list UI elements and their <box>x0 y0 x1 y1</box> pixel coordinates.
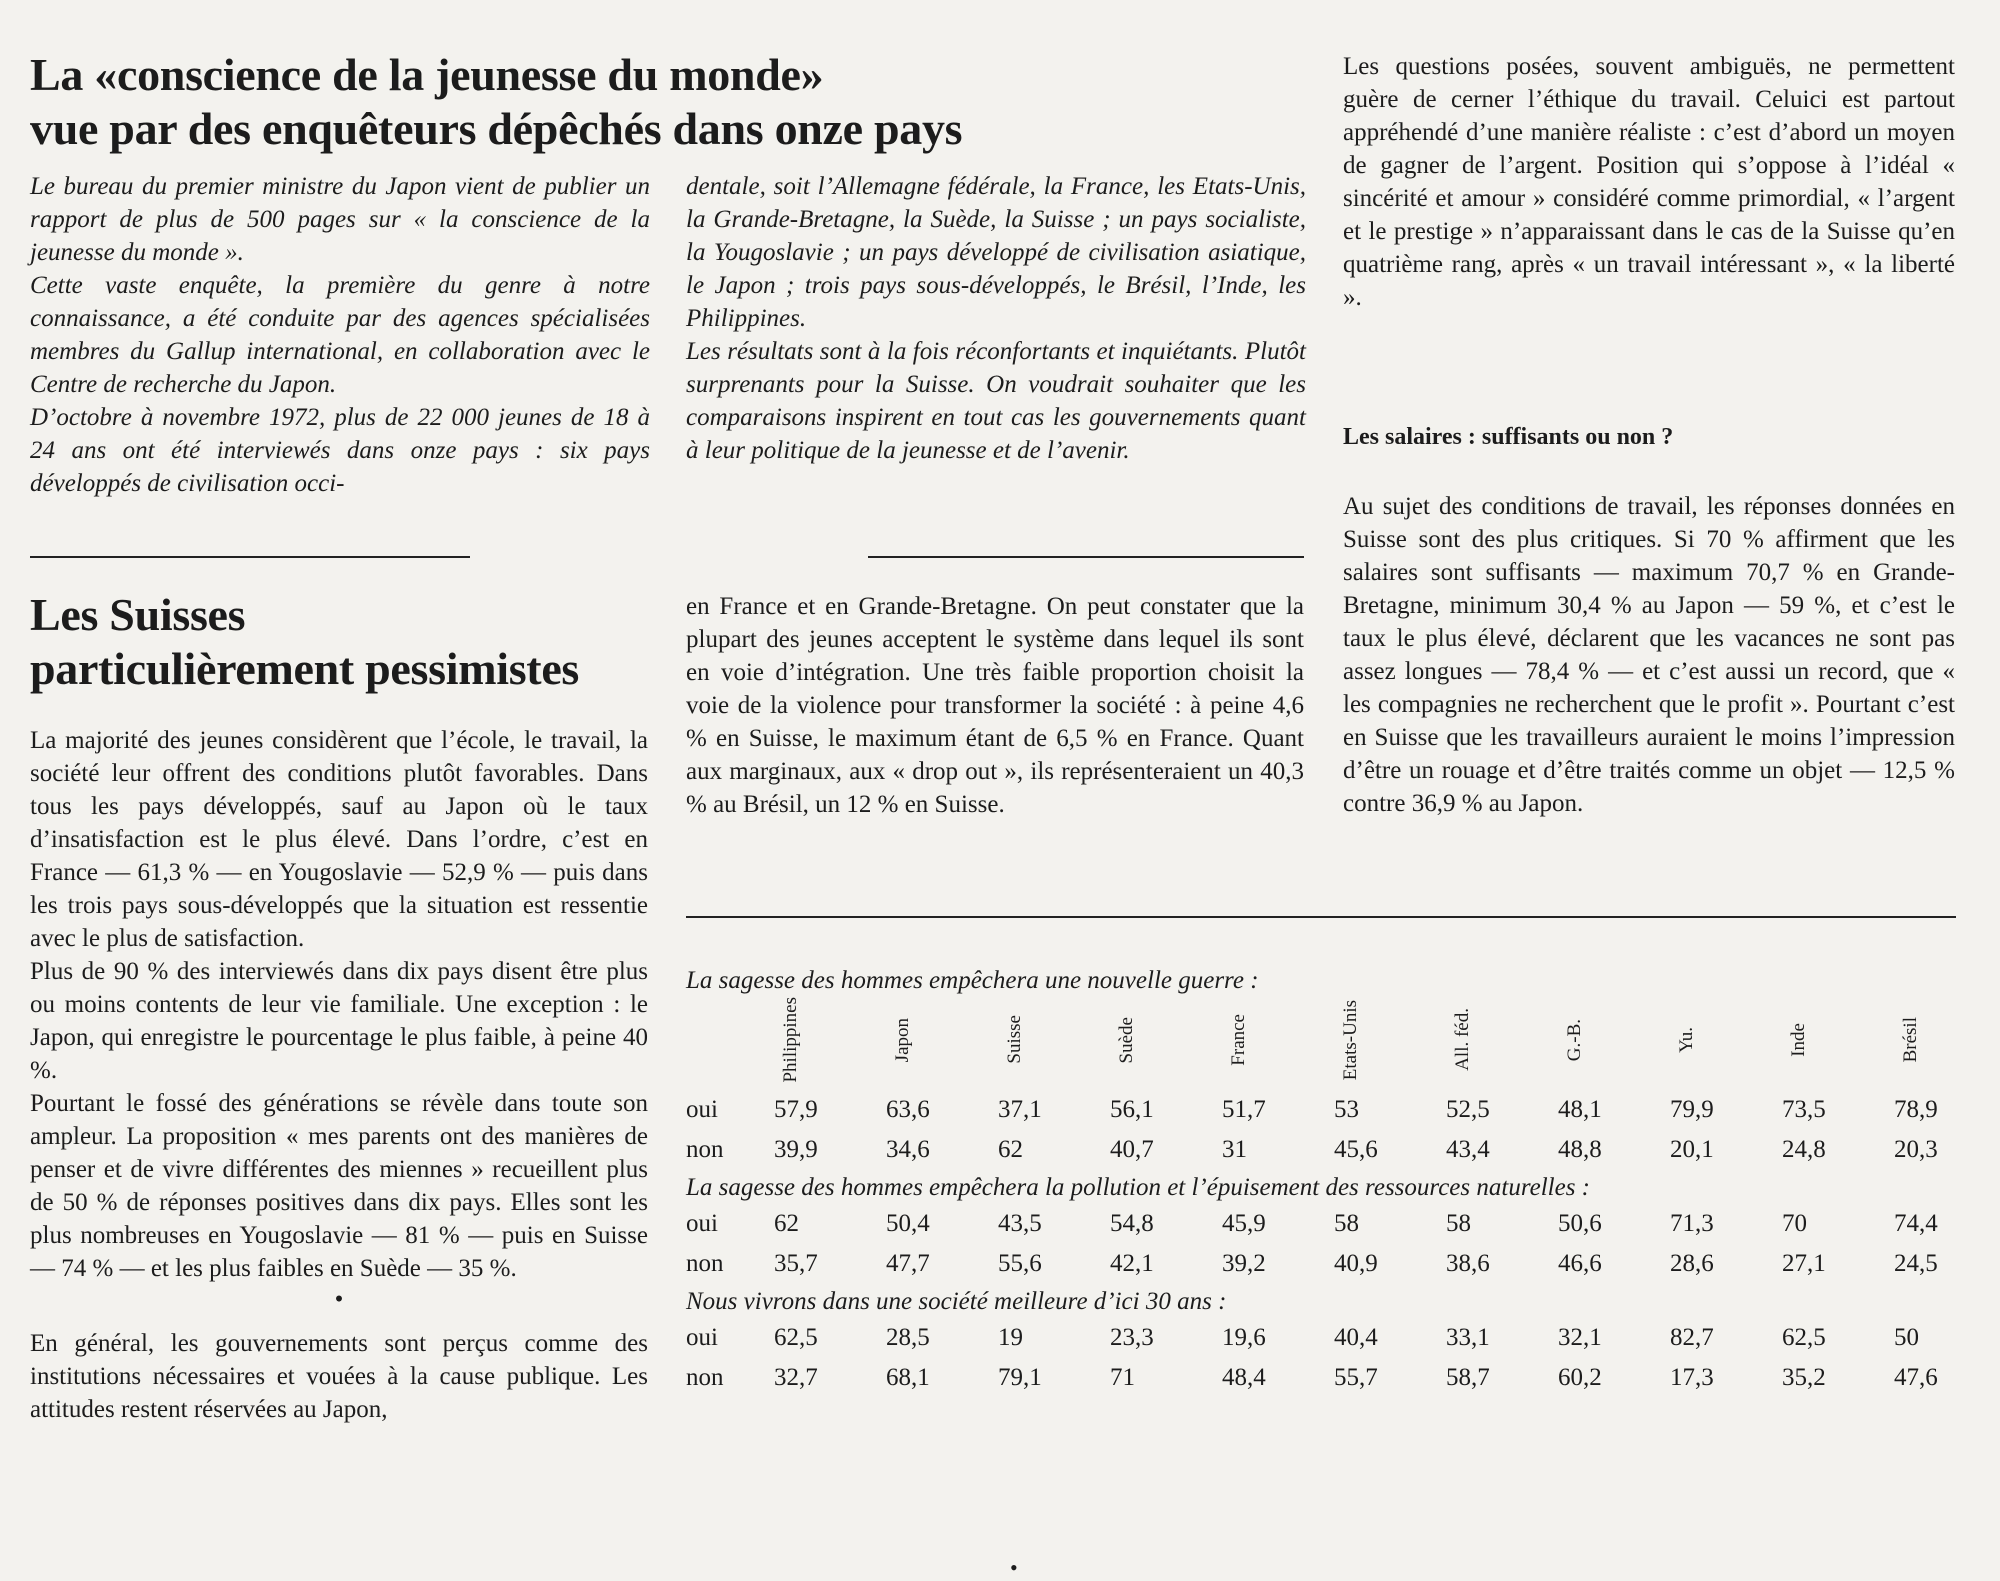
table-cell: 33,1 <box>1446 1323 1490 1351</box>
survey-table <box>686 965 1958 1398</box>
table-cell: 74,4 <box>1894 1209 1938 1237</box>
intro-paragraph: Les résultats sont à la fois réconfortants et inquiétants. Plutôt surprenants pour la Suisse. On voudrait souhaiter que les comparaisons inspirent en tout cas les gouvernements quant à leur politique de la jeunesse et de l’avenir. <box>686 338 1306 464</box>
table-cell: 48,4 <box>1222 1363 1266 1391</box>
table-cell: 47,6 <box>1894 1363 1938 1391</box>
column-2-body <box>686 590 1304 821</box>
intro-column-1 <box>30 170 650 500</box>
row-label: non <box>686 1135 724 1163</box>
country-label: All. féd. <box>1452 1008 1473 1072</box>
table-cell: 27,1 <box>1782 1249 1826 1277</box>
table-cell: 55,7 <box>1334 1363 1378 1391</box>
table-cell: 48,1 <box>1558 1095 1602 1123</box>
country-label: Inde <box>1788 1022 1809 1057</box>
headline <box>30 48 1320 156</box>
headline-line-2: vue par des enquêteurs dépêchés dans onze pays <box>30 103 963 154</box>
table-cell: 58 <box>1446 1209 1471 1237</box>
body-paragraph: en France et en Grande-Bretagne. On peut constater que la plupart des jeunes acceptent le système dans lequel ils sont en voie d’intégration. Une très faible proportion choisit la voie de la violence pour transformer la société : à peine 4,6 % en Suisse, le maximum étant de 6,5 % en France. Quant aux marginaux, aux « drop out », ils représenteraient un 40,3 % au Brésil, un 12 % en Suisse. <box>686 593 1304 818</box>
table-cell: 23,3 <box>1110 1323 1154 1351</box>
table-cell: 71,3 <box>1670 1209 1714 1237</box>
table-cell: 45,9 <box>1222 1209 1266 1237</box>
intro-column-2 <box>686 170 1306 467</box>
table-cell: 32,7 <box>774 1363 818 1391</box>
row-label: non <box>686 1363 724 1391</box>
bullet-separator: • <box>1010 1555 1018 1580</box>
bullet-separator: • <box>334 1286 344 1313</box>
question-title: Nous vivrons dans une société meilleure d’ici 30 ans : <box>686 1287 1227 1315</box>
section-title <box>30 588 670 696</box>
table-cell: 48,8 <box>1558 1135 1602 1163</box>
table-row <box>686 1204 2000 1244</box>
body-paragraph: La majorité des jeunes considèrent que l’école, le travail, la société leur offrent des conditions plutôt favorables. Dans tous les pays développés, sauf au Japon où le taux d’insatisfaction est le plus élevé. Dans l’ordre, c’est en France — 61,3 % — en Yougoslavie — 52,9 % — puis dans les trois pays sous-développés que la situation est ressentie avec le plus de satisfaction. <box>30 727 648 952</box>
question-1-rows <box>686 1090 2000 1170</box>
table-row <box>686 1090 2000 1130</box>
row-label: non <box>686 1249 724 1277</box>
subheading: Les salaires : suffisants ou non ? <box>1343 424 1674 450</box>
question-title: La sagesse des hommes empêchera une nouvelle guerre : <box>686 967 1259 994</box>
table-cell: 62 <box>998 1135 1023 1163</box>
table-cell: 34,6 <box>886 1135 930 1163</box>
results-table <box>686 1204 2000 1284</box>
table-cell: 47,7 <box>886 1249 930 1277</box>
country-label: Yu. <box>1676 1026 1697 1053</box>
column-3-top-text <box>1343 50 1955 314</box>
section-divider-middle <box>868 556 1304 558</box>
table-cell: 56,1 <box>1110 1095 1154 1123</box>
table-cell: 63,6 <box>886 1095 930 1123</box>
country-label: Brésil <box>1900 1017 1921 1063</box>
body-paragraph: Les questions posées, souvent ambiguës, ne permettent guère de cerner l’éthique du travail. Celuici est partout appréhendé d’une manière réaliste : c’est d’abord un moyen de gagner de l’argent. Position qui s’oppose à l’idéal « sincérité et amour » considéré comme primordial, « l’argent et le prestige » n’apparaissant dans le cas de la Suisse qu’en quatrième rang, après « un travail intéressant », « la liberté ». <box>1343 53 1955 311</box>
table-cell: 42,1 <box>1110 1249 1154 1277</box>
table-cell: 24,5 <box>1894 1249 1938 1277</box>
table-divider <box>686 916 1956 918</box>
table-cell: 82,7 <box>1670 1323 1714 1351</box>
table-cell: 54,8 <box>1110 1209 1154 1237</box>
body-paragraph: Pourtant le fossé des générations se révèle dans toute son ampleur. La proposition « mes parents ont des manières de penser et de vivre différentes des miennes » recueillent plus de 50 % de réponses positives dans dix pays. Elles sont les plus nombreuses en Yougoslavie — 81 % — puis en Suisse — 74 % — et les plus faibles en Suède — 35 %. <box>30 1090 648 1282</box>
table-cell: 43,5 <box>998 1209 1042 1237</box>
table-cell: 37,1 <box>998 1095 1042 1123</box>
country-label: Suède <box>1116 1016 1137 1063</box>
row-label: oui <box>686 1323 718 1351</box>
table-row <box>686 1244 2000 1284</box>
table-cell: 46,6 <box>1558 1249 1602 1277</box>
table-cell: 70 <box>1782 1209 1807 1237</box>
table-cell: 39,9 <box>774 1135 818 1163</box>
table-cell: 35,7 <box>774 1249 818 1277</box>
table-cell: 45,6 <box>1334 1135 1378 1163</box>
country-label: Philippines <box>780 997 801 1083</box>
intro-paragraph: dentale, soit l’Allemagne fédérale, la France, les Etats-Unis, la Grande-Bretagne, la Suède, la Suisse ; un pays socialiste, la Yougoslavie ; un pays développé de civilisation asiatique, le Japon ; trois pays sous-développés, le Brésil, l’Inde, les Philippines. <box>686 173 1306 332</box>
intro-paragraph: Cette vaste enquête, la première du genre à notre connaissance, a été conduite par des agences spécialisées membres du Gallup international, en collaboration avec le Centre de recherche du Japon. <box>30 272 650 398</box>
table-cell: 38,6 <box>1446 1249 1490 1277</box>
section-title-line-1: Les Suisses <box>30 589 246 640</box>
table-cell: 71 <box>1110 1363 1135 1391</box>
country-label: Suisse <box>1004 1015 1025 1065</box>
table-cell: 32,1 <box>1558 1323 1602 1351</box>
table-row <box>686 1358 2000 1398</box>
table-cell: 55,6 <box>998 1249 1042 1277</box>
body-paragraph: Au sujet des conditions de travail, les réponses données en Suisse sont des plus critiques. Si 70 % affirment que les salaires sont suffisants — maximum 70,7 % en Grande-Bretagne, minimum 30,4 % au Japon — 59 %, et c’est le taux le plus élevé, déclarent que les vacances ne sont pas assez longues — 78,4 % — et c’est aussi un record, que « les compagnies ne recherchent que le profit ». Pourtant c’est en Suisse que les travailleurs auraient le moins l’impression d’être un rouage et d’être traités comme un objet — 12,5 % contre 36,9 % au Japon. <box>1343 493 1955 817</box>
country-label: France <box>1228 1013 1249 1066</box>
table-cell: 50 <box>1894 1323 1919 1351</box>
column-1-body <box>30 724 648 1426</box>
table-cell: 39,2 <box>1222 1249 1266 1277</box>
question-2-rows <box>686 1204 2000 1284</box>
table-cell: 52,5 <box>1446 1095 1490 1123</box>
table-cell: 53 <box>1334 1095 1359 1123</box>
country-header-row <box>686 997 2000 1090</box>
table-cell: 40,7 <box>1110 1135 1154 1163</box>
table-cell: 20,3 <box>1894 1135 1938 1163</box>
table-cell: 19,6 <box>1222 1323 1266 1351</box>
column-3-body <box>1343 490 1955 820</box>
table-cell: 40,9 <box>1334 1249 1378 1277</box>
intro-paragraph: D’octobre à novembre 1972, plus de 22 000 jeunes de 18 à 24 ans ont été interviewés dans onze pays : six pays développés de civilisation occi- <box>30 404 650 497</box>
table-cell: 62,5 <box>774 1323 818 1351</box>
table-cell: 62 <box>774 1209 799 1237</box>
table-cell: 51,7 <box>1222 1095 1266 1123</box>
body-paragraph: Plus de 90 % des interviewés dans dix pays disent être plus ou moins contents de leur vie familiale. Une exception : le Japon, qui enregistre le pourcentage le plus faible, à peine 40 %. <box>30 958 648 1084</box>
table-cell: 40,4 <box>1334 1323 1378 1351</box>
country-label: Etats-Unis <box>1340 999 1361 1080</box>
table-cell: 19 <box>998 1323 1023 1351</box>
table-cell: 57,9 <box>774 1095 818 1123</box>
question-title: La sagesse des hommes empêchera la pollution et l’épuisement des ressources naturelles : <box>686 1173 1591 1201</box>
table-cell: 35,2 <box>1782 1363 1826 1391</box>
table-cell: 58 <box>1334 1209 1359 1237</box>
table-cell: 17,3 <box>1670 1363 1714 1391</box>
section-title-line-2: particulièrement pessimistes <box>30 643 580 694</box>
row-label: oui <box>686 1209 718 1237</box>
table-cell: 31 <box>1222 1135 1247 1163</box>
table-cell: 79,9 <box>1670 1095 1714 1123</box>
table-cell: 28,5 <box>886 1323 930 1351</box>
table-cell: 79,1 <box>998 1363 1042 1391</box>
table-cell: 50,6 <box>1558 1209 1602 1237</box>
country-label: G.-B. <box>1564 1018 1585 1061</box>
table-row <box>686 1130 2000 1170</box>
table-cell: 62,5 <box>1782 1323 1826 1351</box>
table-cell: 28,6 <box>1670 1249 1714 1277</box>
table-cell: 43,4 <box>1446 1135 1490 1163</box>
question-3-rows <box>686 1318 2000 1398</box>
results-table <box>686 1318 2000 1398</box>
table-cell: 73,5 <box>1782 1095 1826 1123</box>
table-cell: 58,7 <box>1446 1363 1490 1391</box>
results-table <box>686 997 2000 1170</box>
table-cell: 20,1 <box>1670 1135 1714 1163</box>
row-label: oui <box>686 1095 718 1123</box>
section-divider-left <box>30 556 470 558</box>
table-row <box>686 1318 2000 1358</box>
table-cell: 24,8 <box>1782 1135 1826 1163</box>
headline-line-1: La «conscience de la jeunesse du monde» <box>30 49 824 100</box>
intro-paragraph: Le bureau du premier ministre du Japon vient de publier un rapport de plus de 500 pages sur « la conscience de la jeunesse du monde ». <box>30 173 650 266</box>
country-label: Japon <box>892 1017 913 1062</box>
table-cell: 68,1 <box>886 1363 930 1391</box>
table-cell: 78,9 <box>1894 1095 1938 1123</box>
table-cell: 60,2 <box>1558 1363 1602 1391</box>
table-cell: 50,4 <box>886 1209 930 1237</box>
body-paragraph: En général, les gouvernements sont perçus comme des institutions nécessaires et vouées à la cause publique. Les attitudes restent réservées au Japon, <box>30 1330 648 1423</box>
